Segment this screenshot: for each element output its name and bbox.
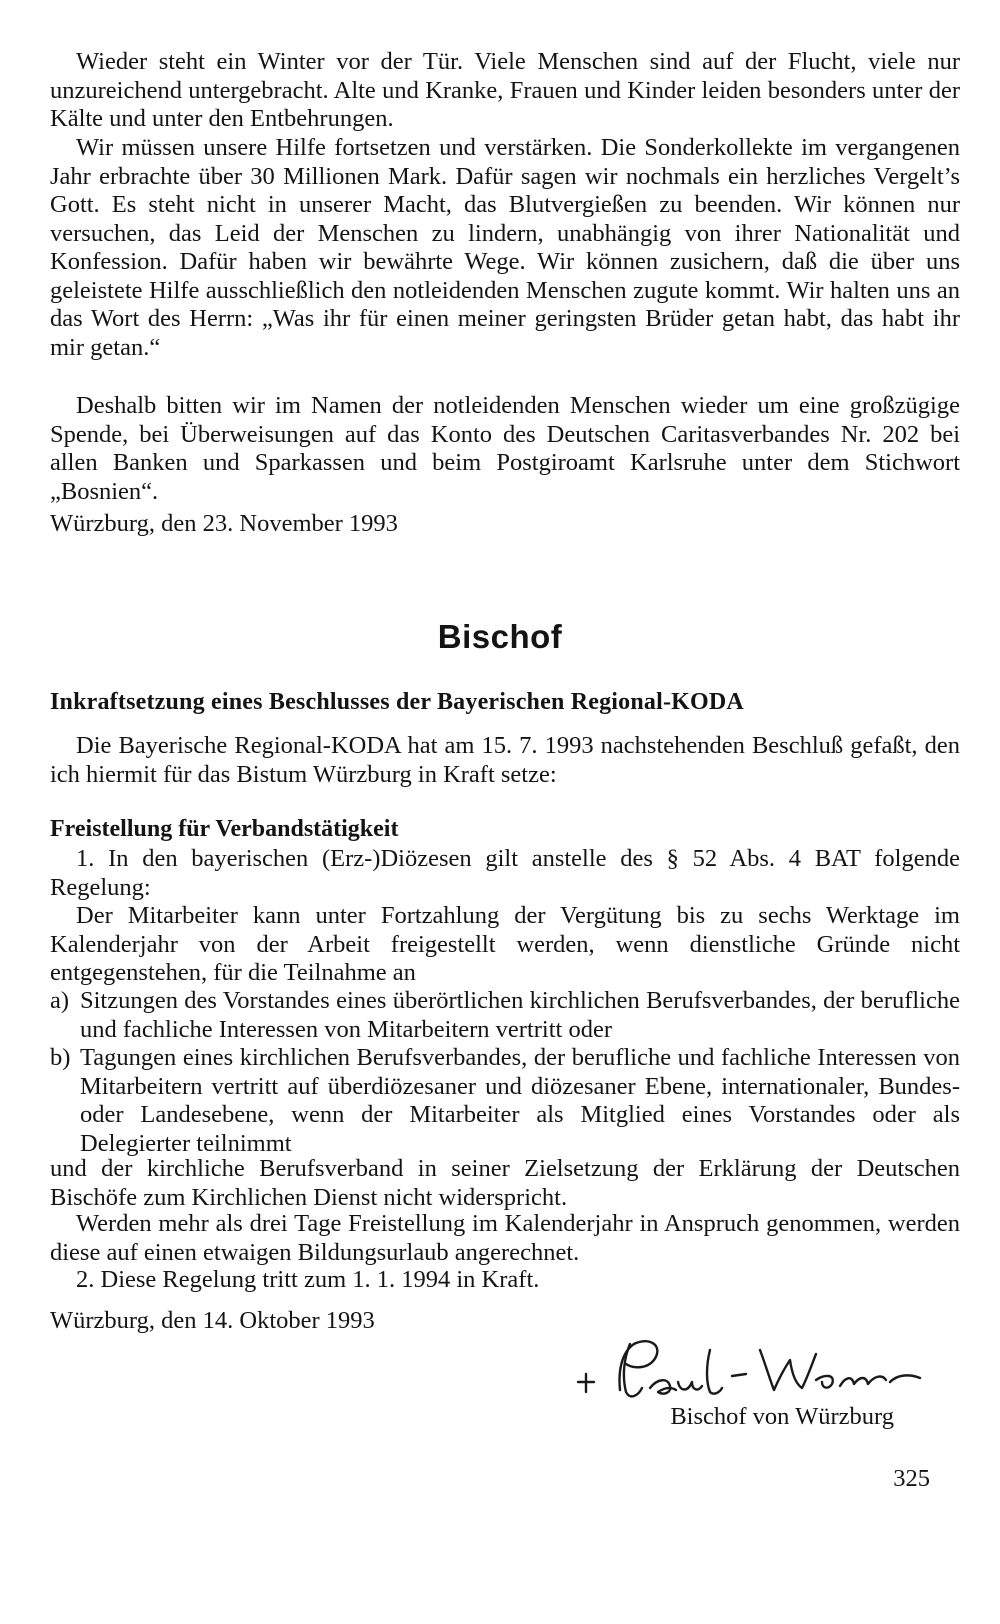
list-item	[50, 987, 960, 1044]
paragraph-hilfe: Wir müssen unsere Hilfe fortsetzen und verstärken. Die Sonderkollekte im vergangenen Jahr erbrachte über 30 Millionen Mark. Dafür sagen wir nochmals ein herzliches Vergelt’s Gott. Es steht nicht in unserer Macht, das Blutvergießen zu beenden. Wir können nur versuchen, das Leid der Menschen zu lindern, unabhängig von ihrer Nationalität und Konfession. Dafür haben wir bewährte Wege. Wir können zusichern, daß die über uns geleistete Hilfe ausschließlich den notleidenden Menschen zugute kommt. Wir halten uns an das Wort des Herrn: „Was ihr für einen meiner geringsten Brüder getan habt, das habt ihr mir getan.“	[50, 134, 960, 361]
date-line-2: Würzburg, den 14. Oktober 1993	[50, 1307, 375, 1334]
list-item-text: Sitzungen des Vorstandes eines überörtlichen kirchlichen Berufsverbandes, der berufliche und fachliche Interessen von Mitarbeitern vertritt oder	[80, 987, 960, 1043]
section-heading: Bischof	[437, 618, 563, 655]
rule-extra: Werden mehr als drei Tage Freistellung im Kalenderjahr in Anspruch genommen, werden diese auf einen etwaigen Bildungsurlaub angerechnet.	[50, 1210, 960, 1266]
list-item-label: b)	[50, 1044, 71, 1071]
intro-paragraph: Die Bayerische Regional-KODA hat am 15. 7. 1993 nachstehenden Beschluß gefaßt, den ich hiermit für das Bistum Würzburg in Kraft setze:	[50, 732, 960, 788]
rule-text: Der Mitarbeiter kann unter Fortzahlung der Vergütung bis zu sechs Werktage im Kalenderjahr von der Arbeit freigestellt werden, wenn dienstliche Gründe nicht entgegenstehen, für die Teilnahme an	[50, 902, 960, 986]
rule-item-2: 2. Diese Regelung tritt zum 1. 1. 1994 in Kraft.	[76, 1266, 540, 1293]
list-item	[50, 1044, 960, 1158]
rule-list	[50, 987, 960, 1158]
signature-title: Bischof von Würzburg	[670, 1403, 894, 1430]
date-line-1: Würzburg, den 23. November 1993	[50, 510, 398, 537]
paragraph-winter: Wieder steht ein Winter vor der Tür. Viele Menschen sind auf der Flucht, viele nur unzureichend untergebracht. Alte und Kranke, Frauen und Kinder leiden besonders unter der Kälte und unter den Entbehrungen.	[50, 48, 960, 132]
rule-item-1: 1. In den bayerischen (Erz-)Diözesen gilt anstelle des § 52 Abs. 4 BAT folgende Regelung:	[50, 845, 960, 901]
page-number: 325	[893, 1465, 930, 1492]
rule-title: Freistellung für Verbandstätigkeit	[50, 816, 399, 842]
rule-condition: und der kirchliche Berufsverband in seiner Zielsetzung der Erklärung der Deutschen Bischöfe zum Kirchlichen Dienst nicht widerspricht.	[50, 1155, 960, 1211]
list-item-text: Tagungen eines kirchlichen Berufsverbandes, der berufliche und fachliche Interessen von Mitarbeitern vertritt auf überdiözesaner und diözesaner Ebene, internationaler, Bundes- oder Landesebene, wenn der Mitarbeiter als Mitglied eines Vorstandes oder als Delegierter teilnimmt	[80, 1044, 960, 1157]
list-item-label: a)	[50, 987, 70, 1014]
section-subheading: Inkraftsetzung eines Beschlusses der Bayerischen Regional-KODA	[50, 689, 744, 715]
paragraph-spende: Deshalb bitten wir im Namen der notleidenden Menschen wieder um eine großzügige Spende, bei Überweisungen auf das Konto des Deutschen Caritasverbandes Nr. 202 bei allen Banken und Sparkassen und beim Postgiroamt Karlsruhe unter dem Stichwort „Bosnien“.	[50, 392, 960, 505]
handwritten-signature	[560, 1330, 940, 1410]
